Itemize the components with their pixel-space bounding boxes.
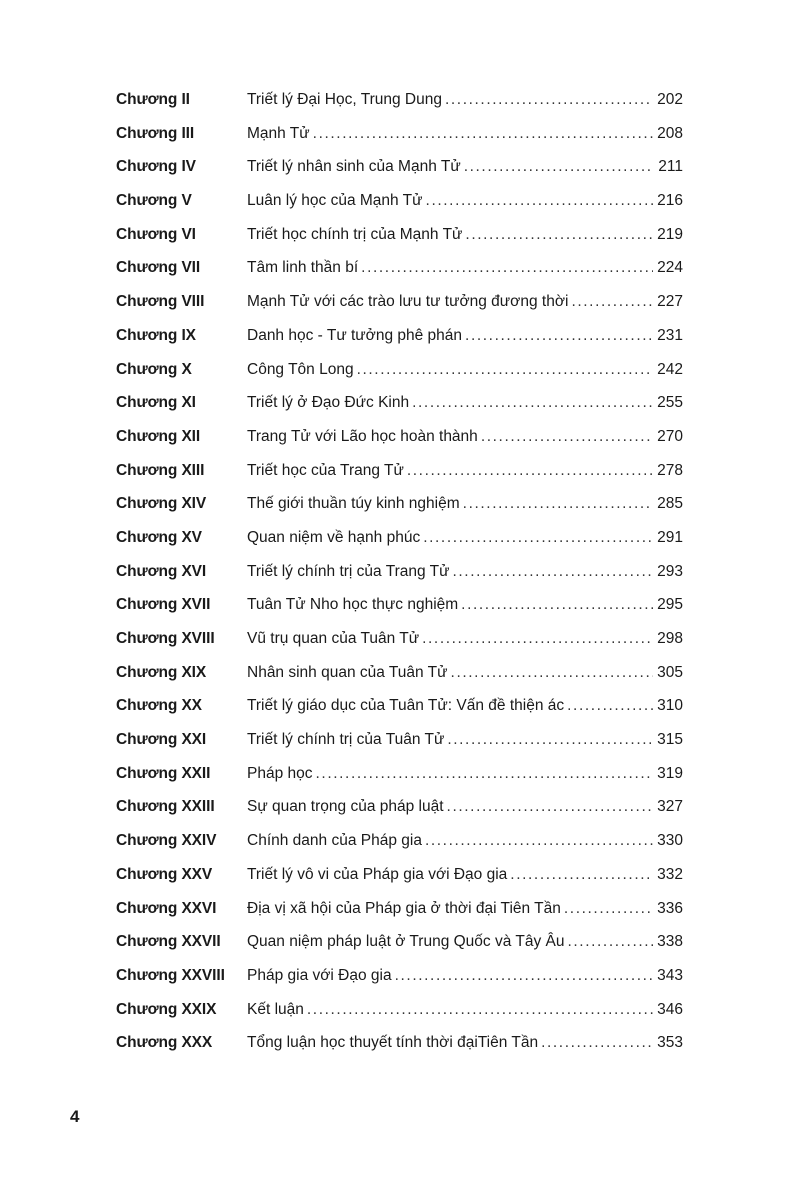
toc-row bbox=[0, 622, 800, 656]
chapter-page-number: 216 bbox=[657, 192, 683, 210]
toc-entry bbox=[247, 563, 683, 581]
dot-leader bbox=[567, 933, 653, 951]
chapter-label: Chương IV bbox=[116, 158, 196, 176]
toc-entry bbox=[247, 664, 683, 682]
chapter-page-number: 336 bbox=[657, 899, 683, 917]
chapter-label: Chương VII bbox=[116, 259, 201, 277]
dot-leader bbox=[510, 866, 653, 884]
chapter-page-number: 338 bbox=[657, 933, 683, 951]
toc-entry bbox=[247, 798, 683, 816]
dot-leader bbox=[307, 1001, 653, 1019]
toc-row bbox=[0, 218, 800, 252]
chapter-label: Chương XXV bbox=[116, 865, 213, 883]
dot-leader bbox=[447, 731, 653, 749]
dot-leader bbox=[465, 327, 653, 345]
toc-row bbox=[0, 83, 800, 117]
dot-leader bbox=[464, 158, 655, 176]
chapter-page-number: 310 bbox=[657, 697, 683, 715]
chapter-title: Tâm linh thần bí bbox=[247, 259, 359, 277]
dot-leader bbox=[481, 428, 653, 446]
chapter-title: Nhân sinh quan của Tuân Tử bbox=[247, 663, 448, 681]
toc-row bbox=[0, 117, 800, 151]
toc-entry bbox=[247, 192, 683, 210]
chapter-page-number: 208 bbox=[657, 124, 683, 142]
chapter-title: Triết lý nhân sinh của Mạnh Tử bbox=[247, 158, 461, 176]
dot-leader bbox=[422, 630, 653, 648]
toc-row bbox=[0, 150, 800, 184]
dot-leader bbox=[452, 563, 653, 581]
chapter-title: Mạnh Tử với các trào lưu tư tưởng đương thời bbox=[247, 293, 569, 311]
chapter-label: Chương XVIII bbox=[116, 630, 215, 647]
toc-entry bbox=[247, 529, 683, 547]
toc-entry bbox=[247, 765, 683, 783]
toc-row bbox=[0, 487, 800, 521]
dot-leader bbox=[316, 765, 654, 783]
toc-entry bbox=[247, 293, 683, 311]
toc-entry bbox=[247, 866, 683, 884]
chapter-page-number: 298 bbox=[657, 630, 683, 647]
toc-entry bbox=[247, 495, 683, 513]
toc-row bbox=[0, 858, 800, 892]
chapter-label: Chương XII bbox=[116, 427, 201, 445]
dot-leader bbox=[313, 125, 653, 143]
chapter-page-number: 346 bbox=[657, 1000, 683, 1018]
chapter-label: Chương II bbox=[116, 91, 190, 108]
chapter-title: Triết lý chính trị của Trang Tử bbox=[247, 562, 450, 580]
chapter-title: Tổng luận học thuyết tính thời đạiTiên Tần bbox=[247, 1034, 539, 1052]
toc-entry bbox=[247, 900, 683, 918]
dot-leader bbox=[357, 361, 654, 379]
toc-entry bbox=[247, 630, 683, 648]
chapter-title: Công Tôn Long bbox=[247, 360, 354, 378]
chapter-page-number: 278 bbox=[657, 461, 683, 479]
chapter-page-number: 224 bbox=[657, 259, 683, 277]
chapter-title: Địa vị xã hội của Pháp gia ở thời đại Tiên Tần bbox=[247, 899, 561, 917]
toc-row bbox=[0, 353, 800, 387]
dot-leader bbox=[425, 832, 653, 850]
chapter-label: Chương XXX bbox=[116, 1034, 213, 1052]
chapter-label: Chương XX bbox=[116, 697, 202, 715]
toc-row bbox=[0, 454, 800, 488]
chapter-title: Luân lý học của Mạnh Tử bbox=[247, 192, 423, 210]
chapter-page-number: 231 bbox=[657, 326, 683, 344]
chapter-label: Chương XIX bbox=[116, 663, 207, 681]
table-of-contents bbox=[0, 83, 800, 1060]
dot-leader bbox=[571, 293, 653, 311]
chapter-label: Chương XXVII bbox=[116, 933, 221, 951]
toc-row bbox=[0, 757, 800, 791]
chapter-label: Chương XXI bbox=[116, 731, 207, 749]
toc-row bbox=[0, 184, 800, 218]
toc-entry bbox=[247, 428, 683, 446]
chapter-title: Triết học chính trị của Mạnh Tử bbox=[247, 225, 463, 243]
chapter-label: Chương XXVI bbox=[116, 899, 217, 917]
dot-leader bbox=[461, 596, 653, 614]
chapter-page-number: 242 bbox=[657, 360, 683, 378]
chapter-title: Triết lý chính trị của Tuân Tử bbox=[247, 731, 445, 749]
chapter-title: Trang Tử với Lão học hoàn thành bbox=[247, 427, 478, 445]
chapter-title: Chính danh của Pháp gia bbox=[247, 832, 422, 850]
chapter-page-number: 291 bbox=[657, 528, 683, 546]
chapter-title: Triết lý ở Đạo Đức Kinh bbox=[247, 394, 410, 412]
chapter-page-number: 343 bbox=[657, 966, 683, 984]
toc-entry bbox=[247, 361, 683, 379]
chapter-title: Kết luận bbox=[247, 1000, 304, 1018]
dot-leader bbox=[465, 226, 653, 244]
dot-leader bbox=[447, 798, 654, 816]
toc-entry bbox=[247, 226, 683, 244]
chapter-title: Triết lý Đại Học, Trung Dung bbox=[247, 91, 442, 108]
toc-entry bbox=[247, 91, 683, 109]
chapter-page-number: 305 bbox=[657, 663, 683, 681]
toc-row bbox=[0, 959, 800, 993]
dot-leader bbox=[426, 192, 654, 210]
chapter-label: Chương XVII bbox=[116, 596, 211, 614]
dot-leader bbox=[463, 495, 653, 513]
toc-row bbox=[0, 588, 800, 622]
toc-row bbox=[0, 790, 800, 824]
chapter-label: Chương VIII bbox=[116, 293, 205, 311]
toc-row bbox=[0, 555, 800, 589]
dot-leader bbox=[395, 967, 654, 985]
dot-leader bbox=[567, 697, 653, 715]
toc-entry bbox=[247, 596, 683, 614]
toc-row bbox=[0, 656, 800, 690]
chapter-title: Danh học - Tư tưởng phê phán bbox=[247, 326, 463, 344]
chapter-label: Chương XXIII bbox=[116, 798, 215, 816]
chapter-title: Thế giới thuần túy kinh nghiệm bbox=[247, 495, 460, 513]
toc-row bbox=[0, 1026, 800, 1060]
chapter-title: Mạnh Tử bbox=[247, 124, 310, 142]
chapter-title: Tuân Tử Nho học thực nghiệm bbox=[247, 596, 459, 614]
toc-entry bbox=[247, 125, 683, 143]
chapter-title: Sự quan trọng của pháp luật bbox=[247, 798, 444, 816]
chapter-label: Chương VI bbox=[116, 225, 196, 243]
chapter-page-number: 211 bbox=[658, 158, 683, 176]
toc-entry bbox=[247, 697, 683, 715]
chapter-label: Chương XIII bbox=[116, 461, 205, 479]
toc-entry bbox=[247, 1034, 683, 1052]
toc-row bbox=[0, 993, 800, 1027]
chapter-label: Chương XI bbox=[116, 394, 196, 412]
chapter-page-number: 330 bbox=[657, 832, 683, 850]
chapter-page-number: 202 bbox=[657, 91, 683, 108]
toc-entry bbox=[247, 1001, 683, 1019]
chapter-page-number: 327 bbox=[657, 798, 683, 816]
chapter-label: Chương IX bbox=[116, 326, 196, 344]
chapter-label: Chương XXII bbox=[116, 764, 211, 782]
chapter-label: Chương III bbox=[116, 124, 195, 142]
toc-entry bbox=[247, 327, 683, 345]
chapter-page-number: 293 bbox=[657, 562, 683, 580]
toc-entry bbox=[247, 933, 683, 951]
chapter-page-number: 353 bbox=[657, 1034, 683, 1052]
chapter-page-number: 319 bbox=[657, 764, 683, 782]
chapter-label: Chương XIV bbox=[116, 495, 207, 513]
dot-leader bbox=[445, 91, 653, 109]
chapter-page-number: 295 bbox=[657, 596, 683, 614]
toc-row bbox=[0, 892, 800, 926]
toc-entry bbox=[247, 394, 683, 412]
chapter-title: Quan niệm về hạnh phúc bbox=[247, 528, 421, 546]
toc-row bbox=[0, 925, 800, 959]
dot-leader bbox=[451, 664, 654, 682]
chapter-title: Triết học của Trang Tử bbox=[247, 461, 404, 479]
toc-row bbox=[0, 723, 800, 757]
chapter-label: Chương XXIX bbox=[116, 1000, 217, 1018]
dot-leader bbox=[407, 462, 653, 480]
chapter-label: Chương XVI bbox=[116, 562, 207, 580]
dot-leader bbox=[361, 259, 653, 277]
toc-row bbox=[0, 689, 800, 723]
chapter-title: Pháp học bbox=[247, 764, 313, 782]
chapter-page-number: 255 bbox=[657, 394, 683, 412]
toc-entry bbox=[247, 462, 683, 480]
chapter-page-number: 270 bbox=[657, 427, 683, 445]
chapter-page-number: 332 bbox=[657, 865, 683, 883]
chapter-title: Quan niệm pháp luật ở Trung Quốc và Tây Âu bbox=[247, 933, 565, 951]
toc-entry bbox=[247, 967, 683, 985]
chapter-title: Vũ trụ quan của Tuân Tử bbox=[247, 630, 420, 647]
toc-entry bbox=[247, 832, 683, 850]
toc-row bbox=[0, 420, 800, 454]
dot-leader bbox=[412, 394, 653, 412]
toc-row bbox=[0, 521, 800, 555]
toc-row bbox=[0, 386, 800, 420]
chapter-page-number: 219 bbox=[657, 225, 683, 243]
toc-row bbox=[0, 285, 800, 319]
chapter-page-number: 227 bbox=[657, 293, 683, 311]
toc-entry bbox=[247, 158, 683, 176]
chapter-label: Chương XV bbox=[116, 528, 202, 546]
toc-row bbox=[0, 319, 800, 353]
chapter-title: Pháp gia với Đạo gia bbox=[247, 966, 392, 984]
chapter-label: Chương XXIV bbox=[116, 832, 217, 850]
dot-leader bbox=[423, 529, 653, 547]
chapter-label: Chương V bbox=[116, 192, 192, 210]
chapter-label: Chương XXVIII bbox=[116, 966, 225, 984]
toc-entry bbox=[247, 731, 683, 749]
toc-row bbox=[0, 824, 800, 858]
page-number: 4 bbox=[70, 1107, 80, 1126]
toc-entry bbox=[247, 259, 683, 277]
dot-leader bbox=[564, 900, 653, 918]
chapter-page-number: 315 bbox=[657, 731, 683, 749]
chapter-title: Triết lý giáo dục của Tuân Tử: Vấn đề thiện ác bbox=[247, 697, 565, 715]
dot-leader bbox=[541, 1034, 653, 1052]
chapter-label: Chương X bbox=[116, 360, 192, 378]
chapter-title: Triết lý vô vi của Pháp gia với Đạo gia bbox=[247, 865, 508, 883]
chapter-page-number: 285 bbox=[657, 495, 683, 513]
toc-row bbox=[0, 251, 800, 285]
